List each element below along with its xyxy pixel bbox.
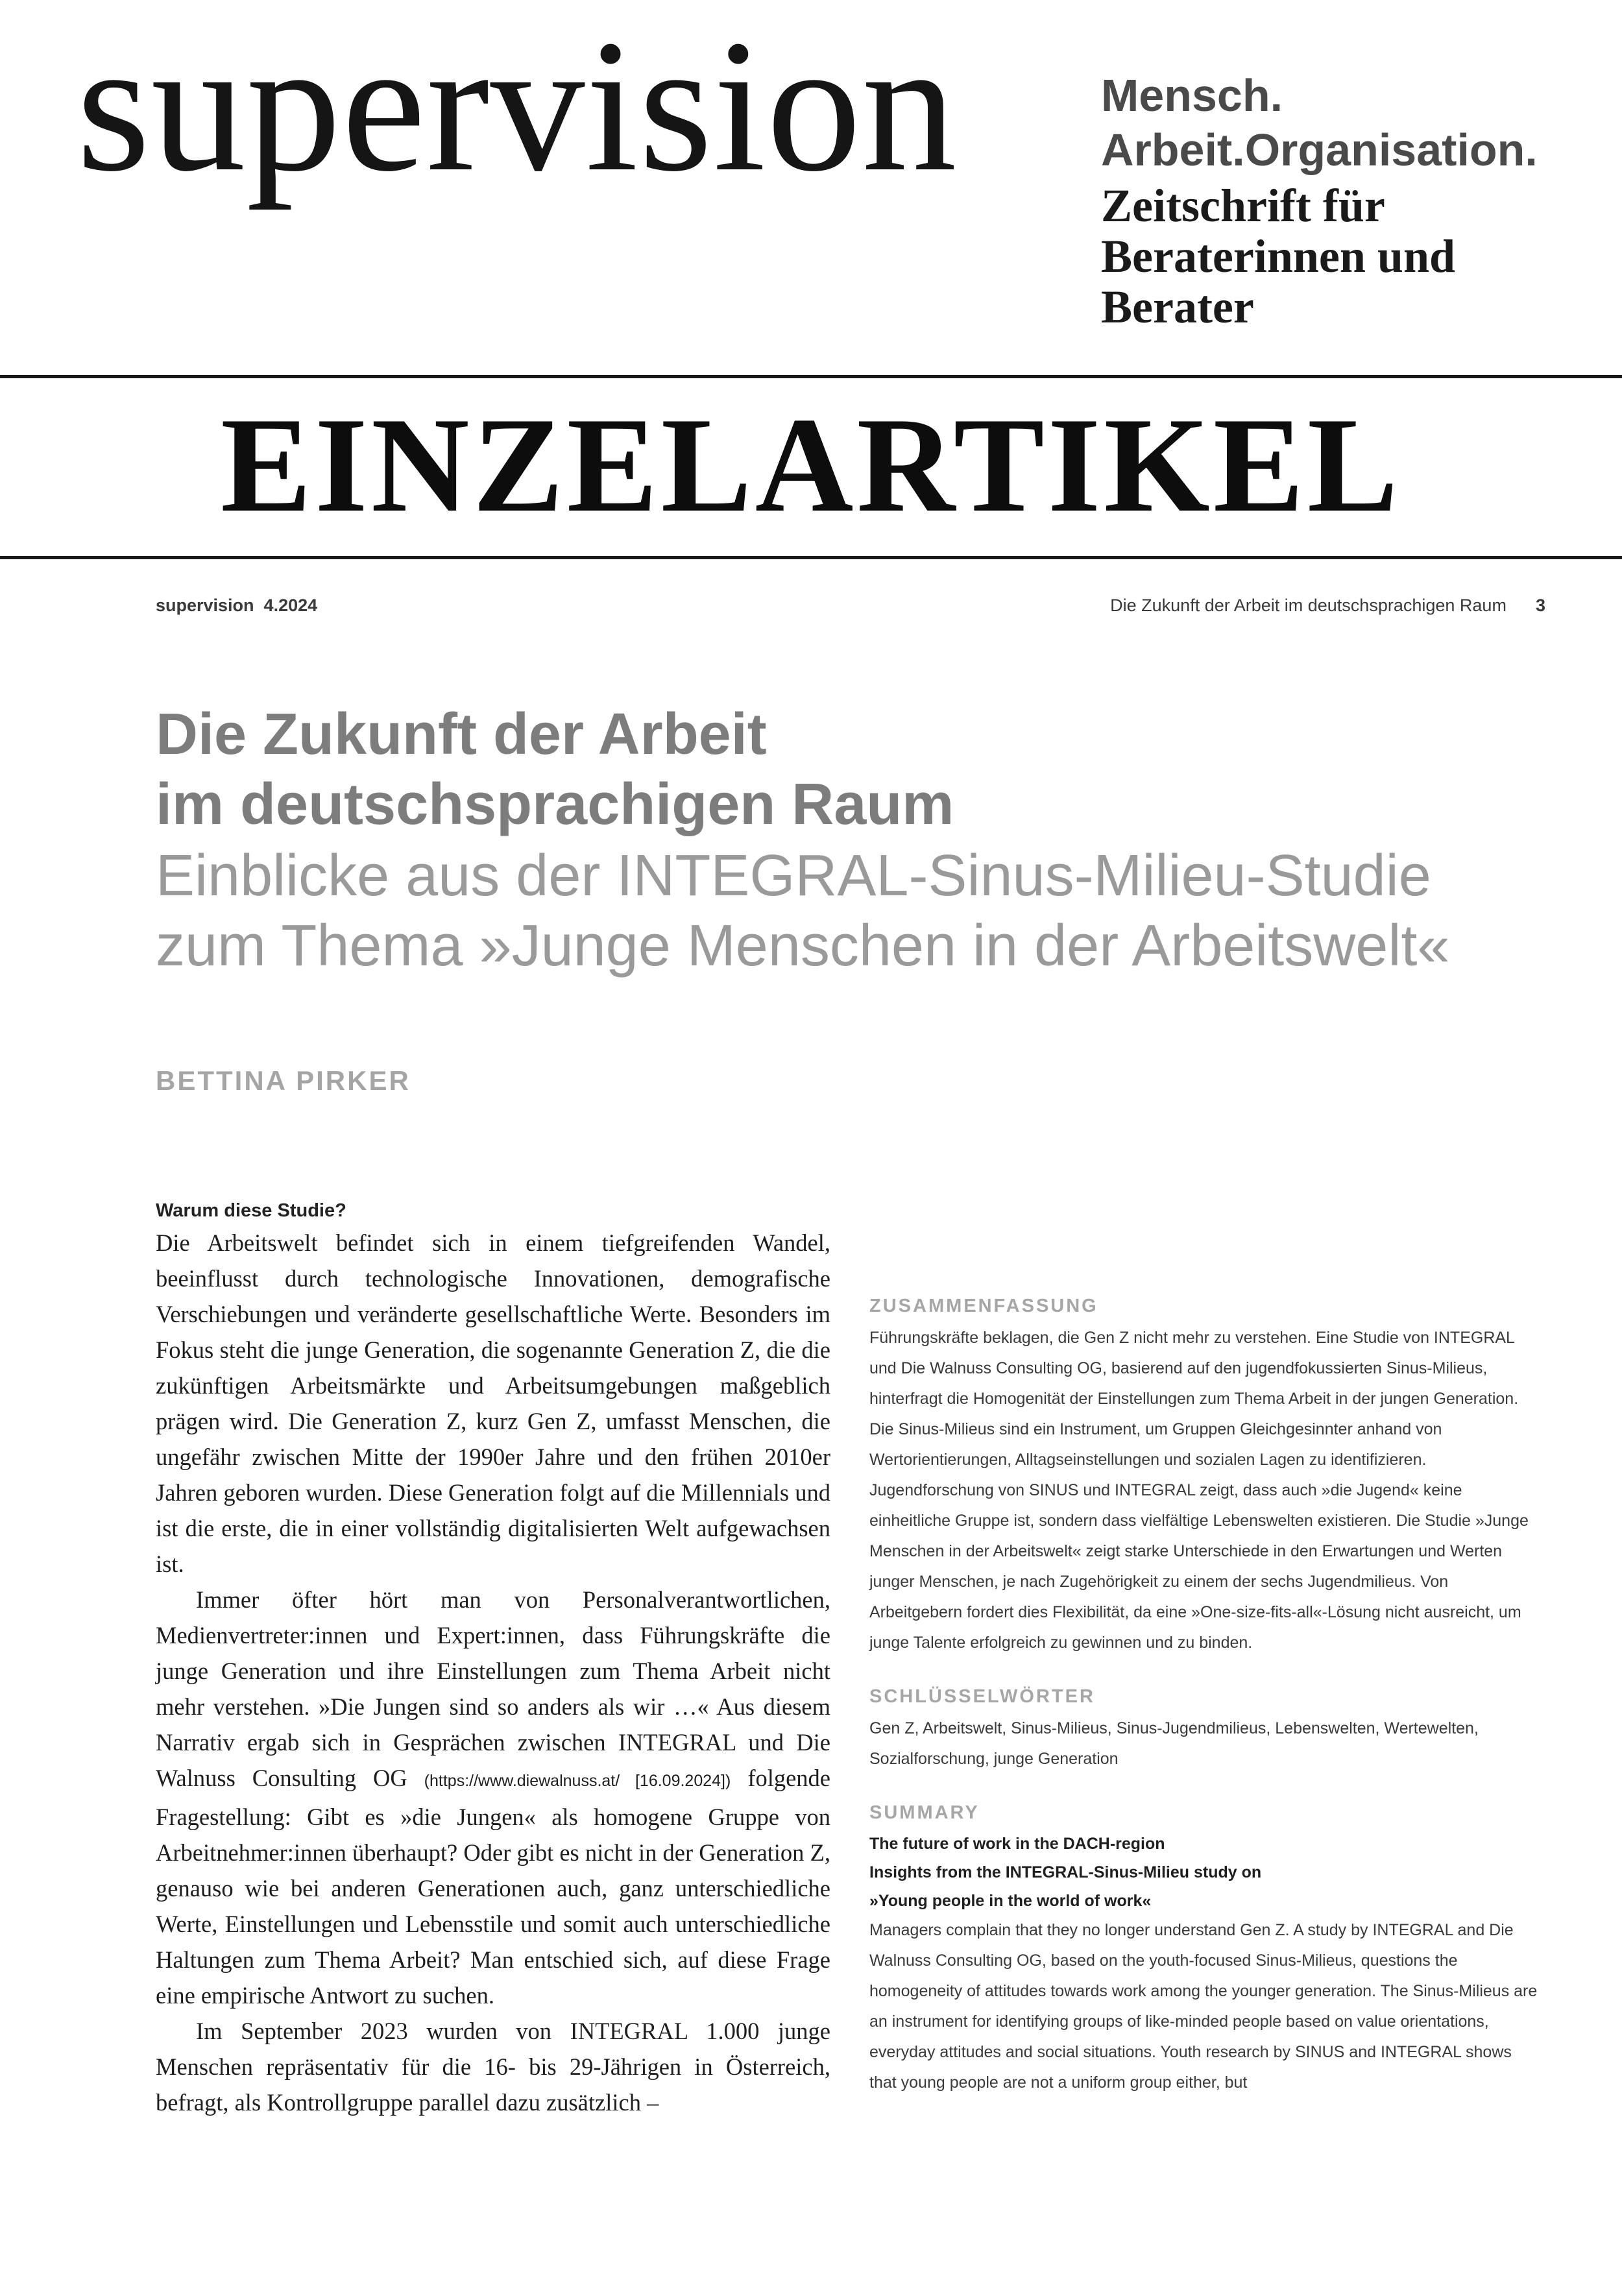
zusammenfassung-text: Führungskräfte beklagen, die Gen Z nicht mehr zu verstehen. Eine Studie von INTEGRAL und Die Walnuss Consulting OG, basierend auf den jugendfokussierten Sinus-Milieus, hinterfragt die Homogenität der Einstellungen zum Thema Arbeit in der jungen Generation. <box>869 1329 1519 1408</box>
summary-title-1: The future of work in the DACH-region <box>869 1835 1165 1853</box>
title-line-1: Die Zukunft der Arbeit <box>156 702 767 767</box>
paragraph-text: Immer öfter hört man von Personalverantwortlichen, Medienvertreter:innen und Expert:innen, dass Führungskräfte die junge Generation und ihre Einstellungen zum Thema Arbeit nicht mehr verstehen. »Die Jungen sind so anders als wir …« Aus diesem Narrativ ergab sich in Gesprächen zwischen INTEGRAL und Die Walnuss Consulting OG <box>156 1586 830 1791</box>
tagline-mensch: Mensch. <box>1101 70 1283 121</box>
tagline-zeitschrift: Zeitschrift für <box>1101 180 1385 232</box>
keywords-text: Gen Z, Arbeitswelt, Sinus-Milieus, Sinus-Jugendmilieus, Lebenswelten, Wertewelten, Sozialforschung, junge Generation <box>869 1719 1479 1768</box>
summary-title-2: Insights from the INTEGRAL-Sinus-Milieu study on <box>869 1863 1262 1881</box>
body-paragraph: Die Arbeitswelt befindet sich in einem tiefgreifenden Wandel, beeinflusst durch technologische Innovationen, demografische Verschiebungen und veränderte gesellschaftliche Werte. Besonders im Fokus steht die junge Generation, die sogenannte Generation Z, die die zukünftigen Arbeitsmärkte und Arbeitsumgebungen maßgeblich prägen wird. Die Generation Z, kurz Gen Z, umfasst Menschen, die ungefähr zwischen Mitte der 1990er Jahre und den frühen 2010er Jahren geboren wurden. Diese Generation folgt auf die Millennials und ist die erste, die in einer vollständig digitalisierten Welt aufgewachsen ist. <box>156 1229 830 1577</box>
paragraph-text: folgende Fragestellung: Gibt es »die Jungen« als homogene Gruppe von Arbeitnehmer:innen überhaupt? Oder gibt es nicht in der Generation Z, genauso wie bei anderen Generationen auch, ganz unterschiedliche Werte, Einstellungen und Lebensstile und somit auch unterschiedliche Haltungen zum Thema Arbeit? Man entschied sich, auf diese Frage eine empirische Antwort zu suchen. <box>156 1765 831 2009</box>
zusammenfassung-text: Die Sinus-Milieus sind ein Instrument, um Gruppen Gleichgesinnter anhand von Wertorientierungen, Alltagseinstellungen und sozialen Lagen zu identifizieren. Jugendforschung von SINUS und INTEGRAL zeigt, dass auch »die Jugend« keine einheitliche Gruppe ist, sondern dass vielfältige Lebenswelten existieren. Die Studie »Junge Menschen in der Arbeitswelt« zeigt starke Unterschiede in den Erwartungen und Werten junger Menschen, je nach Zugehörigkeit zu einem der sechs Jugendmilieus. Von Arbeitgebern fordert dies Flexibilität, da eine »One-size-fits-all«-Lösung nicht ausreicht, um junge Talente erfolgreich zu gewinnen und zu binden. <box>869 1420 1529 1652</box>
masthead-subtitle <box>1101 180 1455 332</box>
summary-title-3: »Young people in the world of work« <box>869 1892 1152 1910</box>
article-subtitle: Einblicke aus der INTEGRAL-Sinus-Milieu-Studie zum Thema »Junge Menschen in der Arbeitswelt« <box>156 843 1450 978</box>
article-title <box>156 699 954 840</box>
tagline-beraterinnen: Beraterinnen und <box>1101 230 1456 282</box>
page-number: 3 <box>1535 596 1545 615</box>
source-link: (https://www.diewalnuss.at/ [16.09.2024]) <box>424 1772 731 1790</box>
banner-title: EINZELARTIKEL <box>221 390 1401 540</box>
top-rule <box>0 375 1622 378</box>
running-head-article <box>1110 596 1545 616</box>
bottom-rule <box>0 556 1622 559</box>
tagline-arbeit-organisation: Arbeit.Organisation. <box>1101 125 1538 175</box>
body-paragraph: Im September 2023 wurden von INTEGRAL 1.000 junge Menschen repräsentativ für die 16- bis 29-Jährigen in Österreich, befragt, als Kontrollgruppe parallel dazu zusätzlich – <box>156 2018 830 2116</box>
keywords-heading: SCHLÜSSELWÖRTER <box>869 1686 1095 1707</box>
body-paragraph <box>156 1582 830 2013</box>
summary-text: Managers complain that they no longer understand Gen Z. A study by INTEGRAL and Die Walnuss Consulting OG, based on the youth-focused Sinus-Milieus, questions the homogeneity of attitudes towards work among the younger generation. The Sinus-Milieus are an instrument for identifying groups of like-minded people based on value orientations, everyday attitudes and social situations. Youth research by SINUS and INTEGRAL shows that young people are not a uniform group either, but <box>869 1921 1538 2092</box>
masthead-logo: supervision <box>77 1 958 211</box>
section-heading: Warum diese Studie? <box>156 1200 346 1221</box>
summary-heading: SUMMARY <box>869 1802 980 1823</box>
article-author: BETTINA PIRKER <box>156 1065 411 1096</box>
running-head-journal: supervision 4.2024 <box>156 596 318 615</box>
zusammenfassung-heading: ZUSAMMENFASSUNG <box>869 1296 1098 1316</box>
body-column <box>156 1196 830 2120</box>
masthead-tagline <box>1101 68 1538 177</box>
title-line-2: im deutschsprachigen Raum <box>156 772 954 837</box>
abstract-column <box>869 1291 1538 2098</box>
tagline-berater: Berater <box>1101 281 1254 333</box>
running-head-title: Die Zukunft der Arbeit im deutschsprachigen Raum <box>1110 596 1507 615</box>
